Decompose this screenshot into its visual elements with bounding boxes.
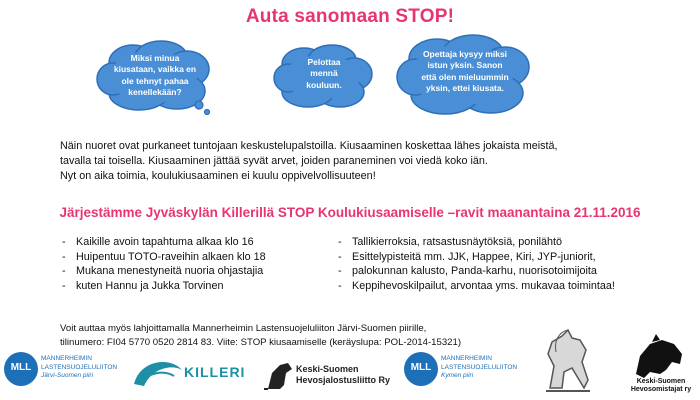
left-item-4: - kuten Hannu ja Jukka Torvinen: [62, 279, 332, 294]
speech-cloud-1: [95, 39, 215, 119]
mll-1-line-3: Järvi-Suomen piiri: [41, 372, 94, 379]
pony-club-logo: [528, 322, 608, 396]
killeri-logo: [130, 354, 258, 390]
mll-2-abbr: MLL: [410, 362, 432, 373]
cloud-1-line-4: kenellekään?: [128, 87, 182, 98]
cloud-3-line-1: Opettaja kysyy miksi: [422, 49, 508, 59]
event-details-right: [338, 235, 678, 293]
left-item-3: - Mukana menestyneitä nuoria ohjastajia: [62, 264, 332, 279]
speech-cloud-2: [270, 42, 378, 112]
mll-1-line-1: MANNERHEIMIN: [41, 355, 92, 362]
mll-jarvi-suomi-logo: [2, 349, 132, 389]
page-title: Auta sanomaan STOP!: [245, 6, 455, 27]
cloud-2-line-1: Pelottaa: [307, 57, 341, 67]
event-headline: Järjestämme Jyväskylän Killerillä STOP Koulukiusaamiselle –ravit maanantaina 21.11.2016: [59, 205, 641, 220]
cloud-3-line-4: yksin, ettei kiusata.: [426, 83, 504, 94]
intro-paragraph: [60, 139, 670, 184]
cloud-1-line-3: ole tehnyt pahaa: [121, 75, 189, 86]
keski-suomen-hevosjalostusliitto-logo: [262, 355, 392, 393]
kshj-line-1: Keski-Suomen: [296, 364, 359, 374]
cloud-3-line-2: istun yksin. Sanon: [427, 60, 503, 71]
left-item-2: - Huipentuu TOTO-raveihin alkaen klo 18: [62, 250, 332, 265]
mll-2-line-2: LASTENSUOJELULIITON: [441, 363, 518, 371]
cloud-2-line-2: mennä: [310, 68, 338, 79]
mll-2-line-3: Kymen piiri: [441, 372, 474, 379]
mll-1-abbr: MLL: [10, 362, 32, 373]
cloud-3-line-3: että olen mieluummin: [421, 71, 509, 82]
kshj-line-2: Hevosjalostusliitto Ry: [296, 375, 391, 385]
right-item-3: - palokunnan kalusto, Panda-karhu, nuorisotoimijoita: [338, 264, 678, 279]
killeri-name: KILLERI: [184, 364, 246, 380]
intro-line-2: tavalla tai toisella. Kiusaaminen jättää syvät arvet, joiden paraneminen voi viedä koko iän.: [60, 155, 488, 167]
right-item-2: - Esittelypisteitä mm. JJK, Happee, Kiri, JYP-juniorit,: [338, 250, 678, 265]
ks-right-line-1: Keski-Suomen: [636, 378, 686, 385]
keski-suomen-hevosomistajat-logo: [622, 330, 700, 398]
mll-2-line-1: MANNERHEIMIN: [441, 355, 492, 362]
cloud-2-line-3: kouluun.: [306, 79, 342, 90]
cloud-1-line-1: Miksi minua: [130, 53, 180, 63]
left-item-1: - Kaikille avoin tapahtuma alkaa klo 16: [62, 235, 332, 250]
ks-right-line-2: Hevosomistajat ry: [630, 386, 692, 393]
mll-kymen-piiri-logo: [402, 349, 530, 389]
donation-line-2: tilinumero: FI04 5770 0520 2814 83. Viite: STOP kiusaamiselle (keräyslupa: POL-2014-15321): [60, 337, 462, 348]
speech-cloud-3: [395, 33, 535, 121]
right-item-1: - Tallikierroksia, ratsastusnäytöksiä, ponilähtö: [338, 235, 678, 250]
intro-line-3: Nyt on aika toimia, koulukiusaaminen ei kuulu oppivelvollisuuteen!: [60, 170, 376, 182]
event-details-left: [62, 235, 332, 293]
mll-1-line-2: LASTENSUOJELULIITON: [41, 363, 118, 371]
intro-line-1: Näin nuoret ovat purkaneet tuntojaan keskustelupalstoilla. Kiusaaminen koskettaa lähes jokaista meistä,: [60, 140, 558, 152]
right-item-4: - Keppihevoskilpailut, arvontaa yms. mukavaa toimintaa!: [338, 279, 678, 294]
cloud-1-line-2: kiusataan, vaikka en: [113, 64, 197, 75]
donation-line-1: Voit auttaa myös lahjoittamalla Mannerheimin Lastensuojeluliiton Järvi-Suomen piirille,: [60, 323, 427, 334]
